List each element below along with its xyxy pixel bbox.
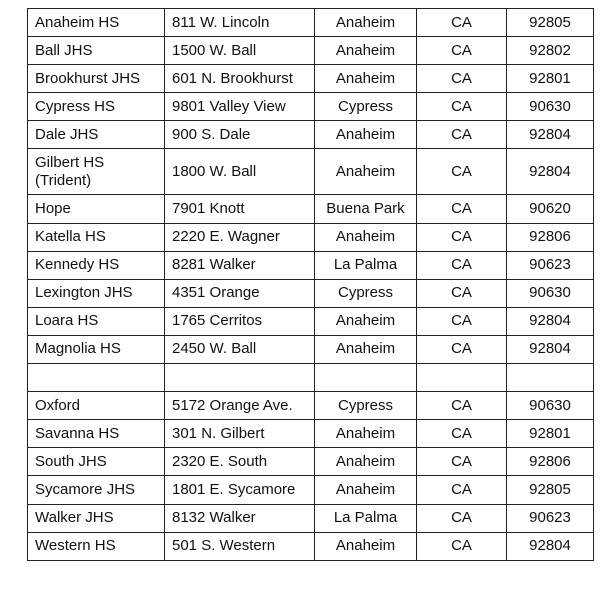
zip-cell: 90630 bbox=[507, 279, 594, 307]
school-name-cell: Lexington JHS bbox=[28, 279, 165, 307]
state-cell: CA bbox=[417, 532, 507, 560]
address-cell bbox=[165, 364, 315, 392]
address-cell: 4351 Orange bbox=[165, 279, 315, 307]
school-name-cell bbox=[28, 364, 165, 392]
school-name-cell: Western HS bbox=[28, 532, 165, 560]
city-cell: Anaheim bbox=[315, 9, 417, 37]
school-name-cell: Anaheim HS bbox=[28, 9, 165, 37]
address-cell: 811 W. Lincoln bbox=[165, 9, 315, 37]
state-cell: CA bbox=[417, 420, 507, 448]
city-cell: Anaheim bbox=[315, 476, 417, 504]
table-row bbox=[28, 392, 594, 420]
state-cell: CA bbox=[417, 279, 507, 307]
city-cell: Anaheim bbox=[315, 223, 417, 251]
school-name-cell: Savanna HS bbox=[28, 420, 165, 448]
table-row bbox=[28, 223, 594, 251]
address-cell: 8132 Walker bbox=[165, 504, 315, 532]
city-cell: Anaheim bbox=[315, 448, 417, 476]
state-cell: CA bbox=[417, 251, 507, 279]
zip-cell bbox=[507, 364, 594, 392]
zip-cell: 90620 bbox=[507, 195, 594, 223]
school-name-cell: Ball JHS bbox=[28, 37, 165, 65]
table-row bbox=[28, 121, 594, 149]
address-cell: 501 S. Western bbox=[165, 532, 315, 560]
address-cell: 9801 Valley View bbox=[165, 93, 315, 121]
city-cell: Cypress bbox=[315, 279, 417, 307]
school-name-cell: Dale JHS bbox=[28, 121, 165, 149]
school-name-cell: Loara HS bbox=[28, 307, 165, 335]
state-cell: CA bbox=[417, 195, 507, 223]
school-name-cell: Katella HS bbox=[28, 223, 165, 251]
school-address-table bbox=[27, 8, 594, 561]
city-cell: Anaheim bbox=[315, 149, 417, 195]
address-cell: 2220 E. Wagner bbox=[165, 223, 315, 251]
zip-cell: 92806 bbox=[507, 223, 594, 251]
table-row bbox=[28, 149, 594, 195]
address-cell: 2320 E. South bbox=[165, 448, 315, 476]
zip-cell: 92805 bbox=[507, 9, 594, 37]
state-cell: CA bbox=[417, 476, 507, 504]
zip-cell: 92804 bbox=[507, 121, 594, 149]
state-cell: CA bbox=[417, 223, 507, 251]
address-cell: 301 N. Gilbert bbox=[165, 420, 315, 448]
city-cell: Cypress bbox=[315, 392, 417, 420]
zip-cell: 92801 bbox=[507, 65, 594, 93]
state-cell: CA bbox=[417, 121, 507, 149]
address-cell: 900 S. Dale bbox=[165, 121, 315, 149]
city-cell: Buena Park bbox=[315, 195, 417, 223]
state-cell: CA bbox=[417, 93, 507, 121]
table-row bbox=[28, 195, 594, 223]
zip-cell: 92805 bbox=[507, 476, 594, 504]
table-row bbox=[28, 476, 594, 504]
state-cell: CA bbox=[417, 504, 507, 532]
city-cell: Anaheim bbox=[315, 335, 417, 363]
table-row bbox=[28, 279, 594, 307]
state-cell: CA bbox=[417, 37, 507, 65]
state-cell: CA bbox=[417, 448, 507, 476]
city-cell bbox=[315, 364, 417, 392]
address-cell: 1800 W. Ball bbox=[165, 149, 315, 195]
zip-cell: 92806 bbox=[507, 448, 594, 476]
school-name-cell: Magnolia HS bbox=[28, 335, 165, 363]
address-cell: 601 N. Brookhurst bbox=[165, 65, 315, 93]
table-row bbox=[28, 532, 594, 560]
school-name-cell: Brookhurst JHS bbox=[28, 65, 165, 93]
school-name-cell: Kennedy HS bbox=[28, 251, 165, 279]
state-cell: CA bbox=[417, 65, 507, 93]
address-cell: 1801 E. Sycamore bbox=[165, 476, 315, 504]
table-row bbox=[28, 448, 594, 476]
state-cell bbox=[417, 364, 507, 392]
school-name-cell: Hope bbox=[28, 195, 165, 223]
zip-cell: 90623 bbox=[507, 504, 594, 532]
city-cell: Anaheim bbox=[315, 65, 417, 93]
table-row-empty bbox=[28, 364, 594, 392]
zip-cell: 92804 bbox=[507, 307, 594, 335]
state-cell: CA bbox=[417, 392, 507, 420]
city-cell: La Palma bbox=[315, 504, 417, 532]
city-cell: La Palma bbox=[315, 251, 417, 279]
address-cell: 8281 Walker bbox=[165, 251, 315, 279]
school-name-cell: Gilbert HS (Trident) bbox=[28, 149, 165, 195]
zip-cell: 92804 bbox=[507, 532, 594, 560]
table-row bbox=[28, 65, 594, 93]
zip-cell: 92804 bbox=[507, 149, 594, 195]
state-cell: CA bbox=[417, 307, 507, 335]
school-name-cell: Cypress HS bbox=[28, 93, 165, 121]
address-cell: 7901 Knott bbox=[165, 195, 315, 223]
table-row bbox=[28, 335, 594, 363]
address-cell: 1500 W. Ball bbox=[165, 37, 315, 65]
table-row bbox=[28, 251, 594, 279]
city-cell: Anaheim bbox=[315, 37, 417, 65]
school-name-cell: South JHS bbox=[28, 448, 165, 476]
zip-cell: 92802 bbox=[507, 37, 594, 65]
address-cell: 5172 Orange Ave. bbox=[165, 392, 315, 420]
zip-cell: 92804 bbox=[507, 335, 594, 363]
table-row bbox=[28, 307, 594, 335]
city-cell: Cypress bbox=[315, 93, 417, 121]
zip-cell: 90630 bbox=[507, 93, 594, 121]
school-name-cell: Sycamore JHS bbox=[28, 476, 165, 504]
zip-cell: 90623 bbox=[507, 251, 594, 279]
city-cell: Anaheim bbox=[315, 420, 417, 448]
state-cell: CA bbox=[417, 149, 507, 195]
school-name-cell: Walker JHS bbox=[28, 504, 165, 532]
table-row bbox=[28, 37, 594, 65]
city-cell: Anaheim bbox=[315, 307, 417, 335]
table-row bbox=[28, 420, 594, 448]
address-cell: 2450 W. Ball bbox=[165, 335, 315, 363]
table-row bbox=[28, 93, 594, 121]
city-cell: Anaheim bbox=[315, 532, 417, 560]
address-cell: 1765 Cerritos bbox=[165, 307, 315, 335]
zip-cell: 90630 bbox=[507, 392, 594, 420]
city-cell: Anaheim bbox=[315, 121, 417, 149]
table-row bbox=[28, 504, 594, 532]
state-cell: CA bbox=[417, 335, 507, 363]
zip-cell: 92801 bbox=[507, 420, 594, 448]
school-name-cell: Oxford bbox=[28, 392, 165, 420]
state-cell: CA bbox=[417, 9, 507, 37]
table-row bbox=[28, 9, 594, 37]
